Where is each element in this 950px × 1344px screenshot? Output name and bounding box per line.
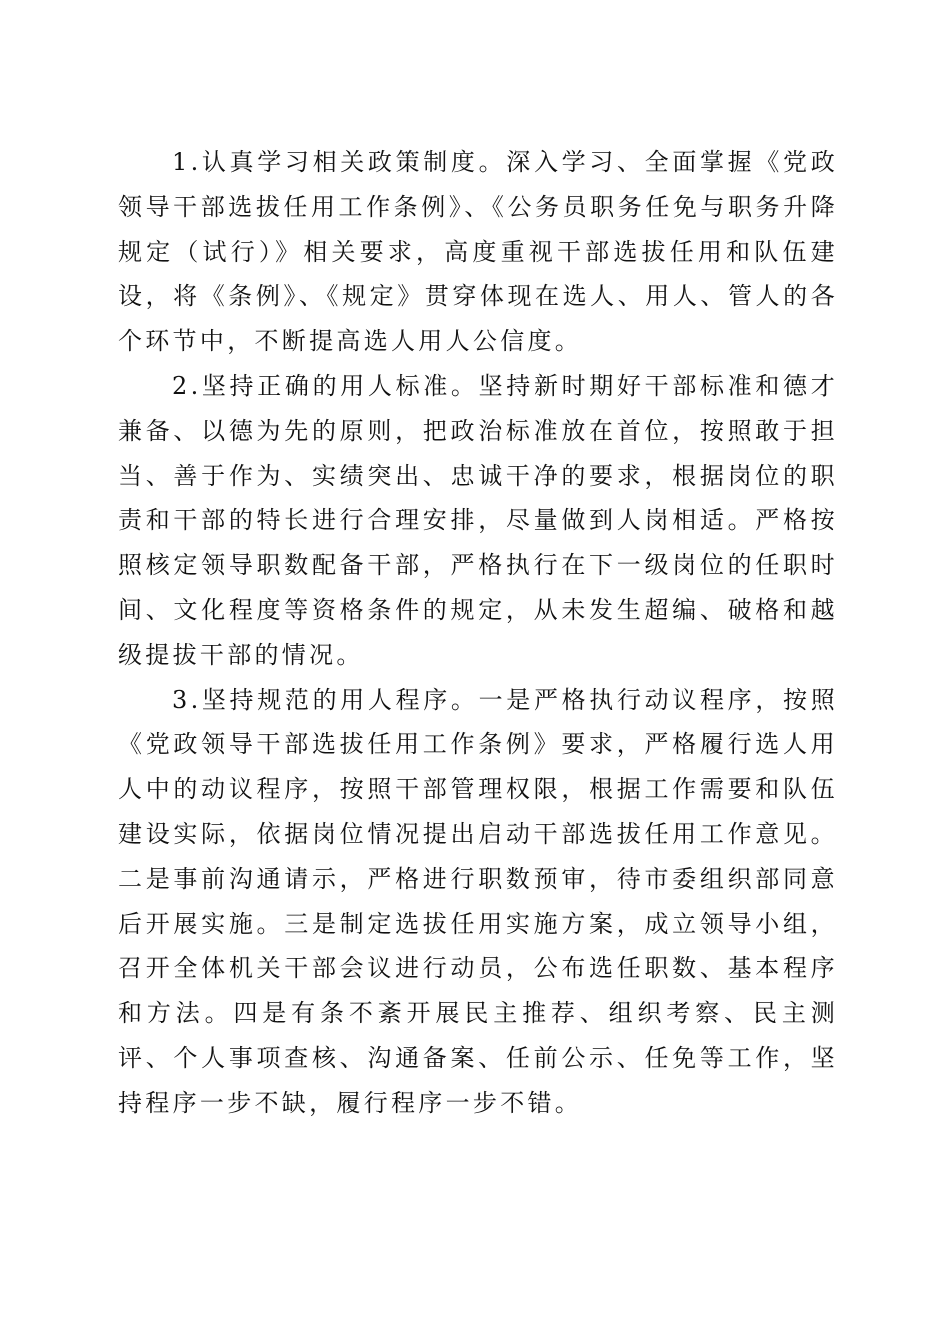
paragraph-selection-procedure: 3.坚持规范的用人程序。一是严格执行动议程序，按照《党政领导干部选拔任用工作条例》要求，严格履行选人用人中的动议程序，按照干部管理权限，根据工作需要和队伍建设实际，依据岗位情况提出启动干部选拔任用工作意见。二是事前沟通请示，严格进行职数预审，待市委组织部同意后开展实施。三是制定选拔任用实施方案，成立领导小组，召开全体机关干部会议进行动员，公布选任职数、基本程序和方法。四是有条不紊开展民主推荐、组织考察、民主测评、个人事项查核、沟通备案、任前公示、任免等工作，坚持程序一步不缺，履行程序一步不错。 [118,685,838,1117]
document-body [118,140,838,1126]
paragraph-selection-standard: 2.坚持正确的用人标准。坚持新时期好干部标准和德才兼备、以德为先的原则，把政治标准放在首位，按照敢于担当、善于作为、实绩突出、忠诚干净的要求，根据岗位的职责和干部的特长进行合理安排，尽量做到人岗相适。严格按照核定领导职数配备干部，严格执行在下一级岗位的任职时间、文化程度等资格条件的规定，从未发生超编、破格和越级提拔干部的情况。 [118,371,838,669]
paragraph-policy-study: 1.认真学习相关政策制度。深入学习、全面掌握《党政领导干部选拔任用工作条例》、《公务员职务任免与职务升降规定（试行）》相关要求，高度重视干部选拔任用和队伍建设，将《条例》、《规定》贯穿体现在选人、用人、管人的各个环节中，不断提高选人用人公信度。 [118,148,838,356]
